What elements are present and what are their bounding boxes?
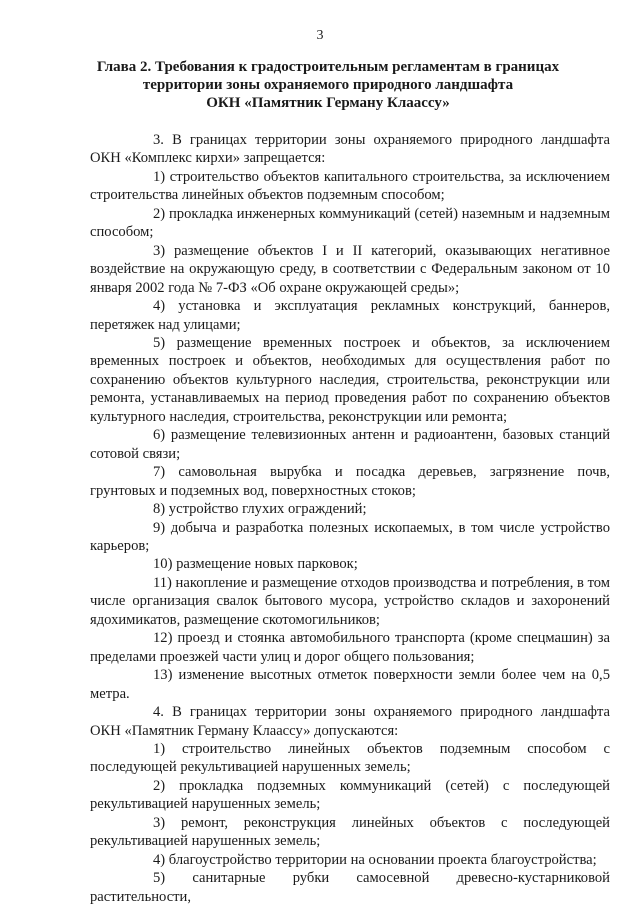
paragraph: 5) размещение временных построек и объектов, за исключением временных построек и объектов, необходимых для осуществления работ по сохранению объектов культурного наследия, строительства, реконструкции или ремонта, устанавливаемых на период проведения работ по сохранению объектов культурного наследия, строительства, реконструкции или ремонта; <box>90 334 610 425</box>
paragraph: 9) добыча и разработка полезных ископаемых, в том числе устройство карьеров; <box>90 519 610 554</box>
paragraph: 7) самовольная вырубка и посадка деревьев, загрязнение почв, грунтовых и подземных вод, поверхностных стоков; <box>90 464 610 499</box>
heading-line: территории зоны охраняемого природного ландшафта <box>142 77 514 93</box>
paragraph: 3) ремонт, реконструкция линейных объектов с последующей рекультивацией нарушенных земель; <box>90 814 610 850</box>
heading-line: Глава 2. Требования к градостроительным регламентам в границах <box>96 59 560 75</box>
paragraph: 1) строительство линейных объектов подземным способом с последующей рекультивацией нарушенных земель; <box>90 740 610 776</box>
paragraph: 4) установка и эксплуатация рекламных конструкций, баннеров, перетяжек над улицами; <box>90 298 610 333</box>
paragraph: 4) благоустройство территории на основании проекта благоустройства; <box>153 851 597 868</box>
paragraph: 2) прокладка инженерных коммуникаций (сетей) наземным и надземным способом; <box>90 205 610 241</box>
paragraph: 4. В границах территории зоны охраняемого природного ландшафта ОКН «Памятник Герману Клаассу» допускаются: <box>90 704 610 739</box>
paragraph: 8) устройство глухих ограждений; <box>153 501 367 518</box>
paragraph: 3) размещение объектов I и II категорий, оказывающих негативное воздействие на окружающую среду, в соответствии с Федеральным законом от 10 января 2002 года № 7-ФЗ «Об охране окружающей среды»; <box>90 242 610 296</box>
paragraph: 3. В границах территории зоны охраняемого природного ландшафта ОКН «Комплекс кирхи» запрещается: <box>90 132 610 167</box>
body-text <box>90 131 610 906</box>
paragraph: 2) прокладка подземных коммуникаций (сетей) с последующей рекультивацией нарушенных земель; <box>90 777 610 813</box>
paragraph: 10) размещение новых парковок; <box>153 556 358 573</box>
paragraph: 13) изменение высотных отметок поверхности земли более чем на 0,5 метра. <box>90 667 610 702</box>
paragraph: 5) санитарные рубки самосевной древесно-кустарниковой растительности, <box>90 870 610 905</box>
chapter-heading <box>92 58 564 112</box>
heading-line: ОКН «Памятник Герману Клаассу» <box>206 95 450 111</box>
page-number: 3 <box>316 28 324 43</box>
paragraph: 6) размещение телевизионных антенн и радиоантенн, базовых станций сотовой связи; <box>90 427 610 462</box>
paragraph: 1) строительство объектов капитального строительства, за исключением строительства линейных объектов подземным способом; <box>90 168 610 204</box>
paragraph: 12) проезд и стоянка автомобильного транспорта (кроме спецмашин) за пределами проезжей части улиц и дорог общего пользования; <box>90 630 610 665</box>
paragraph: 11) накопление и размещение отходов производства и потребления, в том числе организация свалок бытового мусора, устройство складов и захоронений ядохимикатов, размещение скотомогильников; <box>90 574 611 628</box>
